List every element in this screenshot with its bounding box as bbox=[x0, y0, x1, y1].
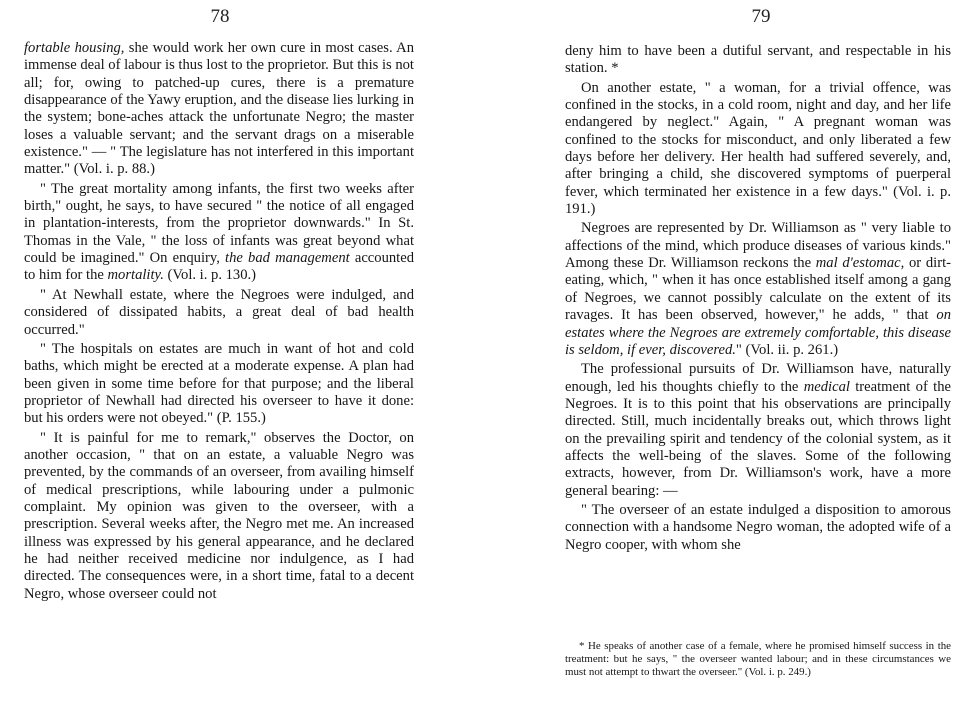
text-run: " The overseer of an estate indulged a disposition to amorous connection with a handsome Negro woman, the adopted wife of a Negro cooper, with whom she bbox=[565, 501, 951, 553]
text-run: accounted to him for the bbox=[24, 250, 414, 284]
text-run: deny him to have been a dutiful servant, and respectable in his station. * bbox=[565, 43, 951, 77]
paragraph bbox=[565, 502, 951, 554]
left-page-text bbox=[24, 40, 414, 603]
page-number-right: 79 bbox=[751, 6, 771, 27]
footnote-text: * He speaks of another case of a female, where he promised himself success in the treatment: but he says, " the overseer wanted labour; and in these circumstances we must not attempt to thwart the overseer." (Vol. i. p. 249.) bbox=[565, 640, 951, 678]
text-run: The professional pursuits of Dr. Williamson have, naturally enough, led his thoughts chiefly to the bbox=[565, 361, 951, 395]
text-run: " (Vol. ii. p. 261.) bbox=[735, 341, 839, 358]
paragraph bbox=[24, 181, 414, 285]
footnote bbox=[565, 640, 951, 679]
text-run: (Vol. i. p. 130.) bbox=[163, 267, 257, 284]
text-run: " The hospitals on estates are much in want of hot and cold baths, which might be erected at a moderate expense. A plan had been given in some time before for that purpose; and the liberal proprietor of Newhall had directed his overseer to have it done: but his orders were not obeyed." (P. 155.) bbox=[24, 340, 414, 427]
italic-text: mortality. bbox=[107, 267, 164, 284]
paragraph bbox=[24, 430, 414, 603]
paragraph bbox=[565, 361, 951, 500]
text-run: or dirt-eating, which, " when it has once established itself among a gang of Negroes, we cannot possibly calculate on the extent of its ravages. It has been observed, however," he adds, " that bbox=[565, 255, 951, 324]
italic-text: mal d'estomac, bbox=[815, 255, 905, 272]
right-page-text bbox=[565, 43, 951, 554]
italic-text: on estates where the Negroes are extremely comfortable, this disease is seldom, if ever, discovered. bbox=[565, 307, 951, 358]
paragraph bbox=[565, 43, 951, 78]
paragraph bbox=[24, 287, 414, 339]
paragraph bbox=[565, 80, 951, 219]
italic-text: the bad management bbox=[225, 250, 350, 267]
text-run: " The great mortality among infants, the first two weeks after birth," ought, he says, to have secured " the notice of all engaged in plantation-interests, from the proprietor downwards." In St. Thomas in the Vale, " the loss of infants was great beyond what could be imagined." On enquiry, bbox=[24, 180, 414, 267]
text-run: Negroes are represented by Dr. Williamson as " very liable to affections of the mind, which produce diseases of various kinds." Among these Dr. Williamson reckons the bbox=[565, 220, 951, 272]
text-run: " It is painful for me to remark," observes the Doctor, on another occasion, " that on an estate, a valuable Negro was prevented, by the commands of an overseer, from availing himself of medical prescriptions, while labouring under a pulmonic complaint. My opinion was given to the overseer, with a prescription. Several weeks after, the Negro met me. An increased illness was expressed by his general appearance, and he declared he had neither received medicine nor indulgence, as I had directed. The consequences were, in a short time, fatal to a decent Negro, whose overseer could not bbox=[24, 429, 414, 602]
paragraph bbox=[24, 40, 414, 179]
text-run: she would work her own cure in most cases. An immense deal of labour is thus lost to the proprietor. But this is not all; for, owing to patched-up cures, there is a premature disappearance of the Yawy eruption, and the disease lies lurking in the system; bone-aches attack the unfortunate Negro; the master loses a valuable servant; and the servant drags on a miserable existence." — " The legislature has not interfered in this important matter." (Vol. i. p. 88.) bbox=[24, 40, 414, 178]
text-run: On another estate, " a woman, for a trivial offence, was confined in the stocks, in a cold room, night and day, and her life endangered by neglect." Again, " A pregnant woman was confined to the stocks for misconduct, and only liberated a few days before her delivery. Her health had suffered severely, and, after bringing a child, she discovered symptoms of puerperal fever, which terminated her existence in a few days." (Vol. i. p. 191.) bbox=[565, 79, 951, 218]
italic-text: medical bbox=[803, 378, 850, 395]
page-number-left: 78 bbox=[210, 6, 230, 27]
text-run: " At Newhall estate, where the Negroes were indulged, and considered of dissipated habits, a great deal of bad health occurred." bbox=[24, 286, 414, 338]
italic-text: fortable housing, bbox=[24, 40, 125, 56]
paragraph bbox=[24, 341, 414, 428]
text-run: treatment of the Negroes. It is to this point that his observations are principally directed. Still, much incidentally breaks out, which throws light on the prevailing spirit and tendency of the colonial system, as it affects the well-being of the slaves. Some of the following extracts, however, from Dr. Williamson's work, have a more general bearing: — bbox=[565, 378, 951, 499]
paragraph bbox=[565, 220, 951, 359]
